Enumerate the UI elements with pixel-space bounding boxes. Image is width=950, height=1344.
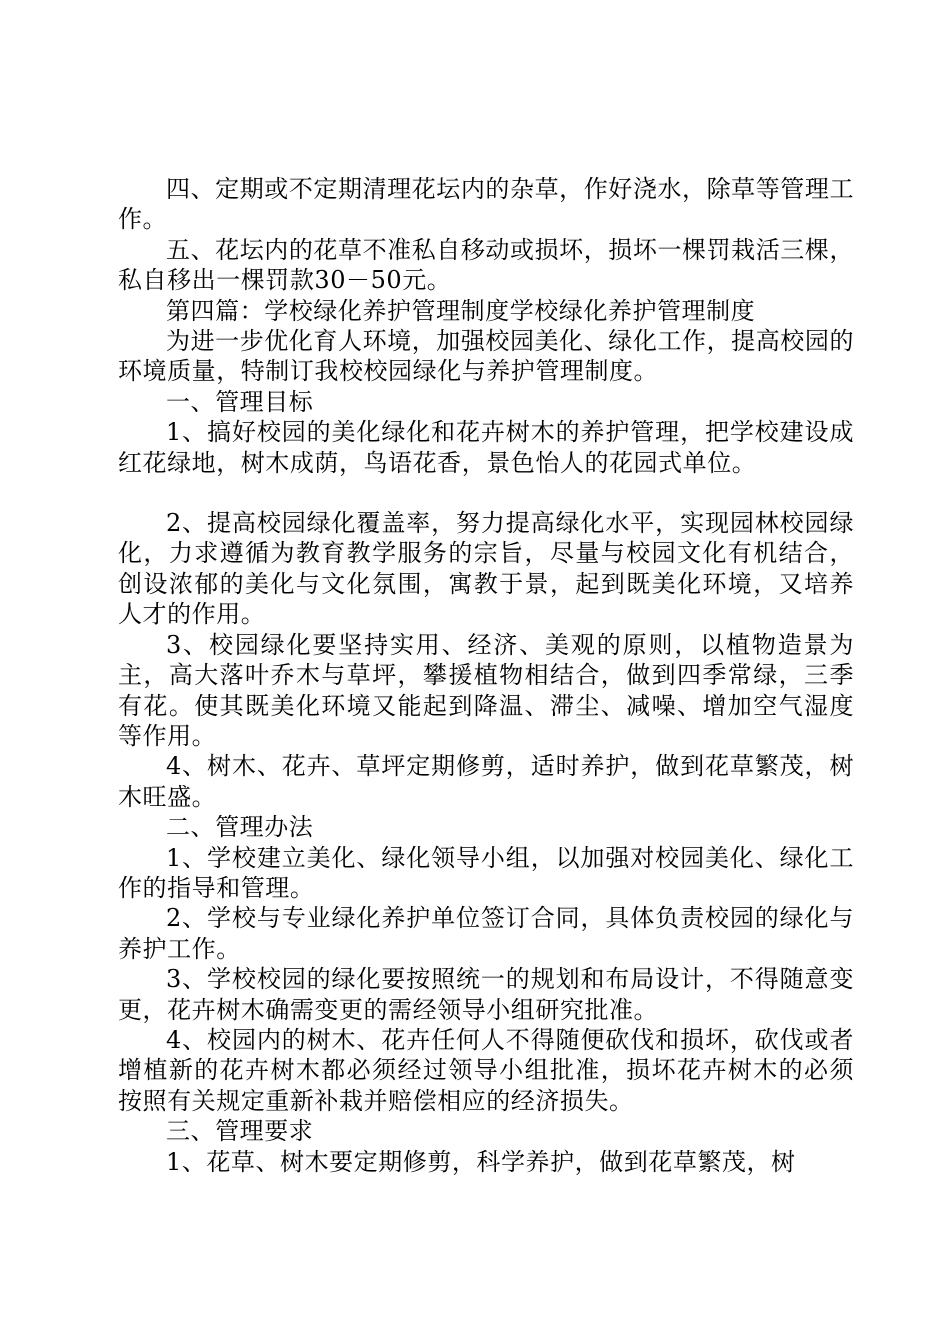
paragraph-1: 四、定期或不定期清理花坛内的杂草，作好浇水，除草等管理工作。 xyxy=(118,175,854,234)
method-item-3: 3、学校校园的绿化要按照统一的规划和布局设计，不得随意变更，花卉树木确需变更的需经领导小组研究批准。 xyxy=(118,965,854,1024)
goal-item-4: 4、树木、花卉、草坪定期修剪，适时养护，做到花草繁茂，树木旺盛。 xyxy=(118,752,854,811)
heading-management-goals: 一、管理目标 xyxy=(166,387,314,416)
method-item-1: 1、学校建立美化、绿化领导小组，以加强对校园美化、绿化工作的指导和管理。 xyxy=(118,843,854,902)
requirement-item-1: 1、花草、树木要定期修剪，科学养护，做到花草繁茂，树 xyxy=(166,1147,796,1176)
goal-item-1: 1、搞好校园的美化绿化和花卉树木的养护管理，把学校建设成红花绿地，树木成荫，鸟语花香，景色怡人的花园式单位。 xyxy=(118,418,854,477)
section-heading-part-four: 第四篇：学校绿化养护管理制度学校绿化养护管理制度 xyxy=(166,296,756,325)
heading-management-requirements: 三、管理要求 xyxy=(166,1117,314,1146)
paragraph-intro: 为进一步优化育人环境，加强校园美化、绿化工作，提高校园的环境质量，特制订我校校园绿化与养护管理制度。 xyxy=(118,327,854,386)
heading-management-methods: 二、管理办法 xyxy=(166,813,314,842)
document-page xyxy=(118,174,854,1177)
goal-item-3: 3、校园绿化要坚持实用、经济、美观的原则，以植物造景为主，高大落叶乔木与草坪，攀援植物相结合，做到四季常绿，三季有花。使其既美化环境又能起到降温、滞尘、减噪、增加空气湿度等作用。 xyxy=(118,630,854,750)
paragraph-2: 五、花坛内的花草不准私自移动或损坏，损坏一棵罚栽活三棵，私自移出一棵罚款30－50元。 xyxy=(118,235,854,295)
method-item-4: 4、校园内的树木、花卉任何人不得随便砍伐和损坏，砍伐或者增植新的花卉树木都必须经过领导小组批准，损坏花卉树木的必须按照有关规定重新补栽并赔偿相应的经济损失。 xyxy=(118,1025,854,1115)
method-item-2: 2、学校与专业绿化养护单位签订合同，具体负责校园的绿化与养护工作。 xyxy=(118,904,854,963)
goal-item-2: 2、提高校园绿化覆盖率，努力提高绿化水平，实现园林校园绿化，力求遵循为教育教学服务的宗旨，尽量与校园文化有机结合，创设浓郁的美化与文化氛围，寓教于景，起到既美化环境，又培养人才的作用。 xyxy=(118,509,854,629)
